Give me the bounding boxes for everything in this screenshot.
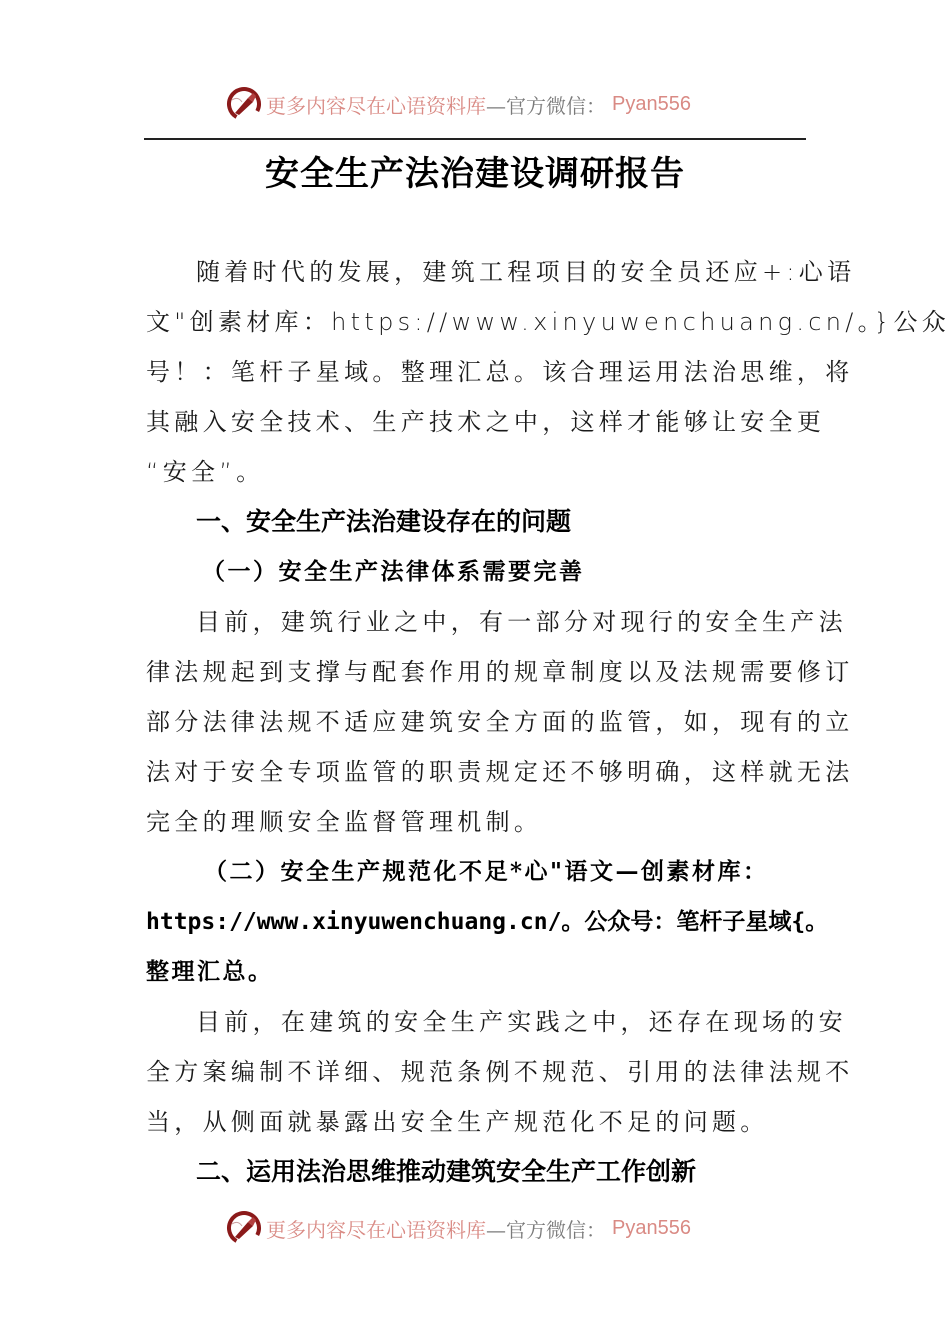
paragraph-line: 律法规起到支撑与配套作用的规章制度以及法规需要修订: [146, 658, 854, 686]
paragraph-line: 号！：笔杆子星域。整理汇总。该合理运用法治思维，将: [146, 358, 854, 386]
paragraph-line: 完全的理顺安全监督管理机制。: [146, 808, 543, 836]
subsection-heading-2-tail: 整理汇总。: [146, 958, 274, 985]
header-divider: [144, 138, 806, 140]
paragraph-line: 其融入安全技术、生产技术之中，这样才能够让安全更: [146, 408, 826, 436]
document-title: 安全生产法治建设调研报告: [265, 154, 685, 194]
paragraph-line: 全方案编制不详细、规范条例不规范、引用的法律法规不: [146, 1058, 854, 1086]
paragraph-line: “安全”。: [146, 458, 265, 486]
pen-logo-icon: [226, 86, 262, 122]
subsection-heading-2-url: https://www.xinyuwenchuang.cn/。公众号：笔杆子星域{。: [146, 909, 829, 935]
document-body: [146, 247, 950, 1197]
header-banner: [226, 84, 691, 124]
section-heading-1: 一、安全生产法治建设存在的问题: [196, 507, 572, 536]
paragraph-line: 目前，在建筑的安全生产实践之中，还存在现场的安: [196, 1008, 847, 1036]
banner-wechat-id: Pyan556: [612, 1216, 691, 1239]
paragraph-line: 文"创素材库：https://www.xinyuwenchuang.cn/。}公众: [146, 308, 950, 336]
banner-wechat-id: Pyan556: [612, 92, 691, 115]
banner-promo-text: 更多内容尽在心语资料库: [266, 93, 486, 118]
banner-promo-text: 更多内容尽在心语资料库: [266, 1217, 486, 1242]
paragraph-line: 当，从侧面就暴露出安全生产规范化不足的问题。: [146, 1108, 769, 1136]
paragraph-line: 随着时代的发展，建筑工程项目的安全员还应+:心语: [196, 258, 856, 286]
subsection-heading-1: （一）安全生产法律体系需要完善: [202, 558, 585, 585]
footer-banner: [226, 1208, 691, 1248]
pen-logo-icon: [226, 1210, 262, 1246]
section-heading-2: 二、运用法治思维推动建筑安全生产工作创新: [196, 1157, 697, 1186]
paragraph-line: 部分法律法规不适应建筑安全方面的监管，如，现有的立: [146, 708, 854, 736]
subsection-heading-2: （二）安全生产规范化不足*心"语文—创素材库：: [204, 858, 769, 885]
paragraph-line: 法对于安全专项监管的职责规定还不够明确，这样就无法: [146, 758, 854, 786]
banner-wechat-label: —官方微信：: [486, 93, 606, 118]
banner-wechat-label: —官方微信：: [486, 1217, 606, 1242]
paragraph-line: 目前，建筑行业之中，有一部分对现行的安全生产法: [196, 608, 847, 636]
